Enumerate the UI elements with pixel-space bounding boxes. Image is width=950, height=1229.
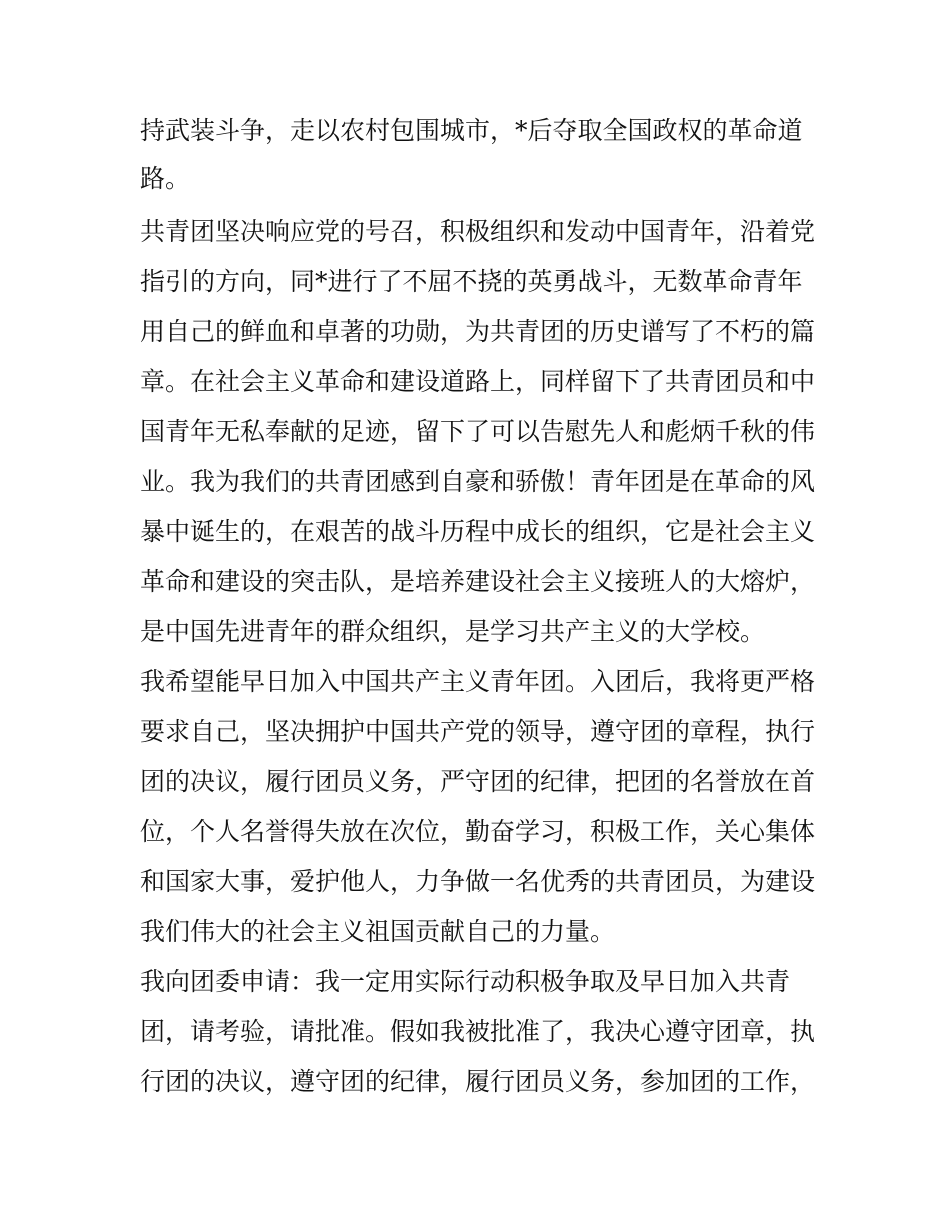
text-line: 我希望能早日加入中国共产主义青年团。入团后，我将更严格 [140, 667, 816, 696]
text-line: 业。我为我们的共青团感到自豪和骄傲！青年团是在革命的风 [140, 467, 816, 496]
text-line: 国青年无私奉献的足迹，留下了可以告慰先人和彪炳千秋的伟 [140, 417, 816, 446]
text-line: 团，请考验，请批准。假如我被批准了，我决心遵守团章，执 [140, 1017, 816, 1046]
text-line: 革命和建设的突击队，是培养建设社会主义接班人的大熔炉， [140, 567, 816, 596]
text-line: 指引的方向，同*进行了不屈不挠的英勇战斗，无数革命青年 [140, 267, 803, 296]
text-line: 共青团坚决响应党的号召，积极组织和发动中国青年，沿着党 [140, 217, 816, 246]
text-line: 要求自己，坚决拥护中国共产党的领导，遵守团的章程，执行 [140, 717, 816, 746]
text-line: 我向团委申请：我一定用实际行动积极争取及早日加入共青 [140, 967, 791, 996]
text-line: 团的决议，履行团员义务，严守团的纪律，把团的名誉放在首 [140, 767, 816, 796]
text-line: 用自己的鲜血和卓著的功勋，为共青团的历史谱写了不朽的篇 [140, 317, 816, 346]
text-line: 我们伟大的社会主义祖国贡献自己的力量。 [140, 917, 616, 946]
text-line: 是中国先进青年的群众组织，是学习共产主义的大学校。 [140, 617, 766, 646]
text-line: 持武装斗争，走以农村包围城市，*后夺取全国政权的革命道 [140, 116, 803, 145]
text-line: 路。 [140, 164, 191, 193]
text-line: 和国家大事，爱护他人，力争做一名优秀的共青团员，为建设 [140, 867, 816, 896]
text-line: 位，个人名誉得失放在次位，勤奋学习，积极工作，关心集体 [140, 817, 816, 846]
text-line: 行团的决议，遵守团的纪律，履行团员义务，参加团的工作， [140, 1067, 816, 1096]
text-line: 章。在社会主义革命和建设道路上，同样留下了共青团员和中 [140, 367, 816, 396]
text-line: 暴中诞生的，在艰苦的战斗历程中成长的组织，它是社会主义 [140, 517, 816, 546]
